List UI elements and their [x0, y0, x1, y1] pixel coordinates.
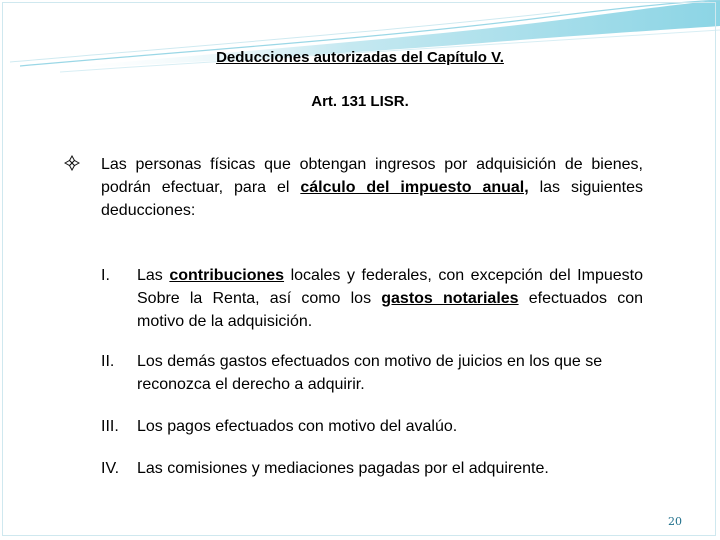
diamond-bullet-icon: [64, 155, 80, 171]
slide-title: Deducciones autorizadas del Capítulo V.: [216, 49, 504, 66]
item-1-underlined-1: contribuciones: [169, 267, 285, 284]
slide-subtitle: Art. 131 LISR.: [311, 93, 409, 110]
item-1-underlined-2: gastos notariales: [381, 290, 519, 307]
item-1-text-after: efectuados con motivo de la adquisición.: [137, 290, 643, 330]
item-number: III.: [101, 418, 119, 435]
item-1-text-before: Las: [137, 267, 170, 284]
intro-text-after: las siguientes deducciones:: [101, 179, 643, 219]
item-number: II.: [101, 353, 115, 370]
intro-underlined-text: cálculo del impuesto anual,: [300, 179, 529, 196]
item-text: Los demás gastos efectuados con motivo de juicios en los que se reconozca el derecho a adquirir.: [137, 353, 603, 393]
item-text: Los pagos efectuados con motivo del avalúo.: [137, 418, 458, 435]
page-number: 20: [668, 515, 682, 528]
intro-text-before: Las personas físicas que obtengan ingresos por adquisición de bienes, podrán efectuar, para el: [101, 156, 643, 196]
item-number: IV.: [101, 460, 120, 477]
item-1-text-middle: locales y federales, con excepción del Impuesto Sobre la Renta, así como los: [137, 267, 643, 307]
intro-paragraph: [101, 153, 643, 222]
item-number: I.: [101, 267, 110, 284]
item-text: Las comisiones y mediaciones pagadas por el adquirente.: [137, 460, 549, 477]
item-text: [137, 264, 643, 333]
